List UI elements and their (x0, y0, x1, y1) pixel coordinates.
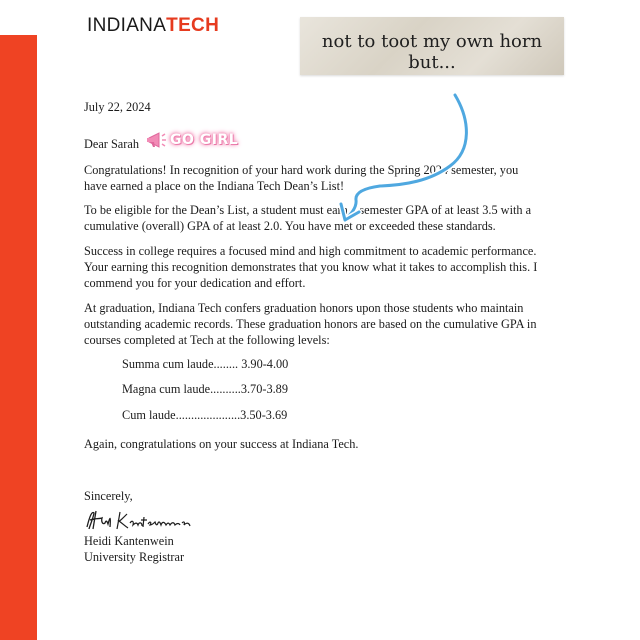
signer-name: Heidi Kantenwein (84, 534, 174, 548)
letter-greeting: Dear Sarah (84, 137, 139, 151)
megaphone-icon (146, 130, 170, 150)
paragraph-4-line-3: courses completed at Tech at the following levels: (84, 333, 330, 347)
indiana-tech-logo (87, 16, 219, 35)
signature (84, 505, 194, 535)
honor-level-magna: Magna cum laude..........3.70-3.89 (122, 382, 288, 396)
sticky-note (300, 17, 564, 75)
paragraph-2-line-2: cumulative (overall) GPA of at least 2.0. You have met or exceeded these standards. (84, 219, 496, 233)
logo-part-tech: TECH (166, 15, 220, 36)
signer-title: University Registrar (84, 550, 185, 564)
closing-line: Again, congratulations on your success at Indiana Tech. (84, 437, 359, 451)
paragraph-4-line-2: outstanding academic records. These graduation honors are based on the cumulative GPA in (84, 317, 537, 331)
honor-level-summa: Summa cum laude........ 3.90-4.00 (122, 357, 289, 371)
paragraph-2-line-1: To be eligible for the Dean’s List, a student must earn a semester GPA of at least 3.5 with a (84, 203, 532, 217)
paragraph-4-line-1: At graduation, Indiana Tech confers graduation honors upon those students who maintain (84, 301, 524, 315)
letter-date: July 22, 2024 (84, 100, 151, 114)
go-girl-text: GO GIRL (170, 132, 239, 148)
honor-level-cum: Cum laude.....................3.50-3.69 (122, 408, 288, 422)
go-girl-sticker (146, 129, 238, 151)
paragraph-3-line-3: commend you for your dedication and effort. (84, 276, 306, 290)
logo-part-indiana: INDIANA (87, 15, 167, 36)
signoff: Sincerely, (84, 489, 133, 503)
paragraph-3-line-1: Success in college requires a focused mind and high commitment to academic performance. (84, 244, 537, 258)
paragraph-1-line-2: have earned a place on the Indiana Tech Dean’s List! (84, 179, 345, 193)
red-side-bar (0, 35, 37, 640)
sticky-note-text: not to toot my own horn but... (321, 31, 543, 73)
paragraph-1-line-1: Congratulations! In recognition of your hard work during the Spring 2024 semester, you (84, 163, 519, 177)
paragraph-3-line-2: Your earning this recognition demonstrates that you know what it takes to accomplish this. I (84, 260, 538, 274)
